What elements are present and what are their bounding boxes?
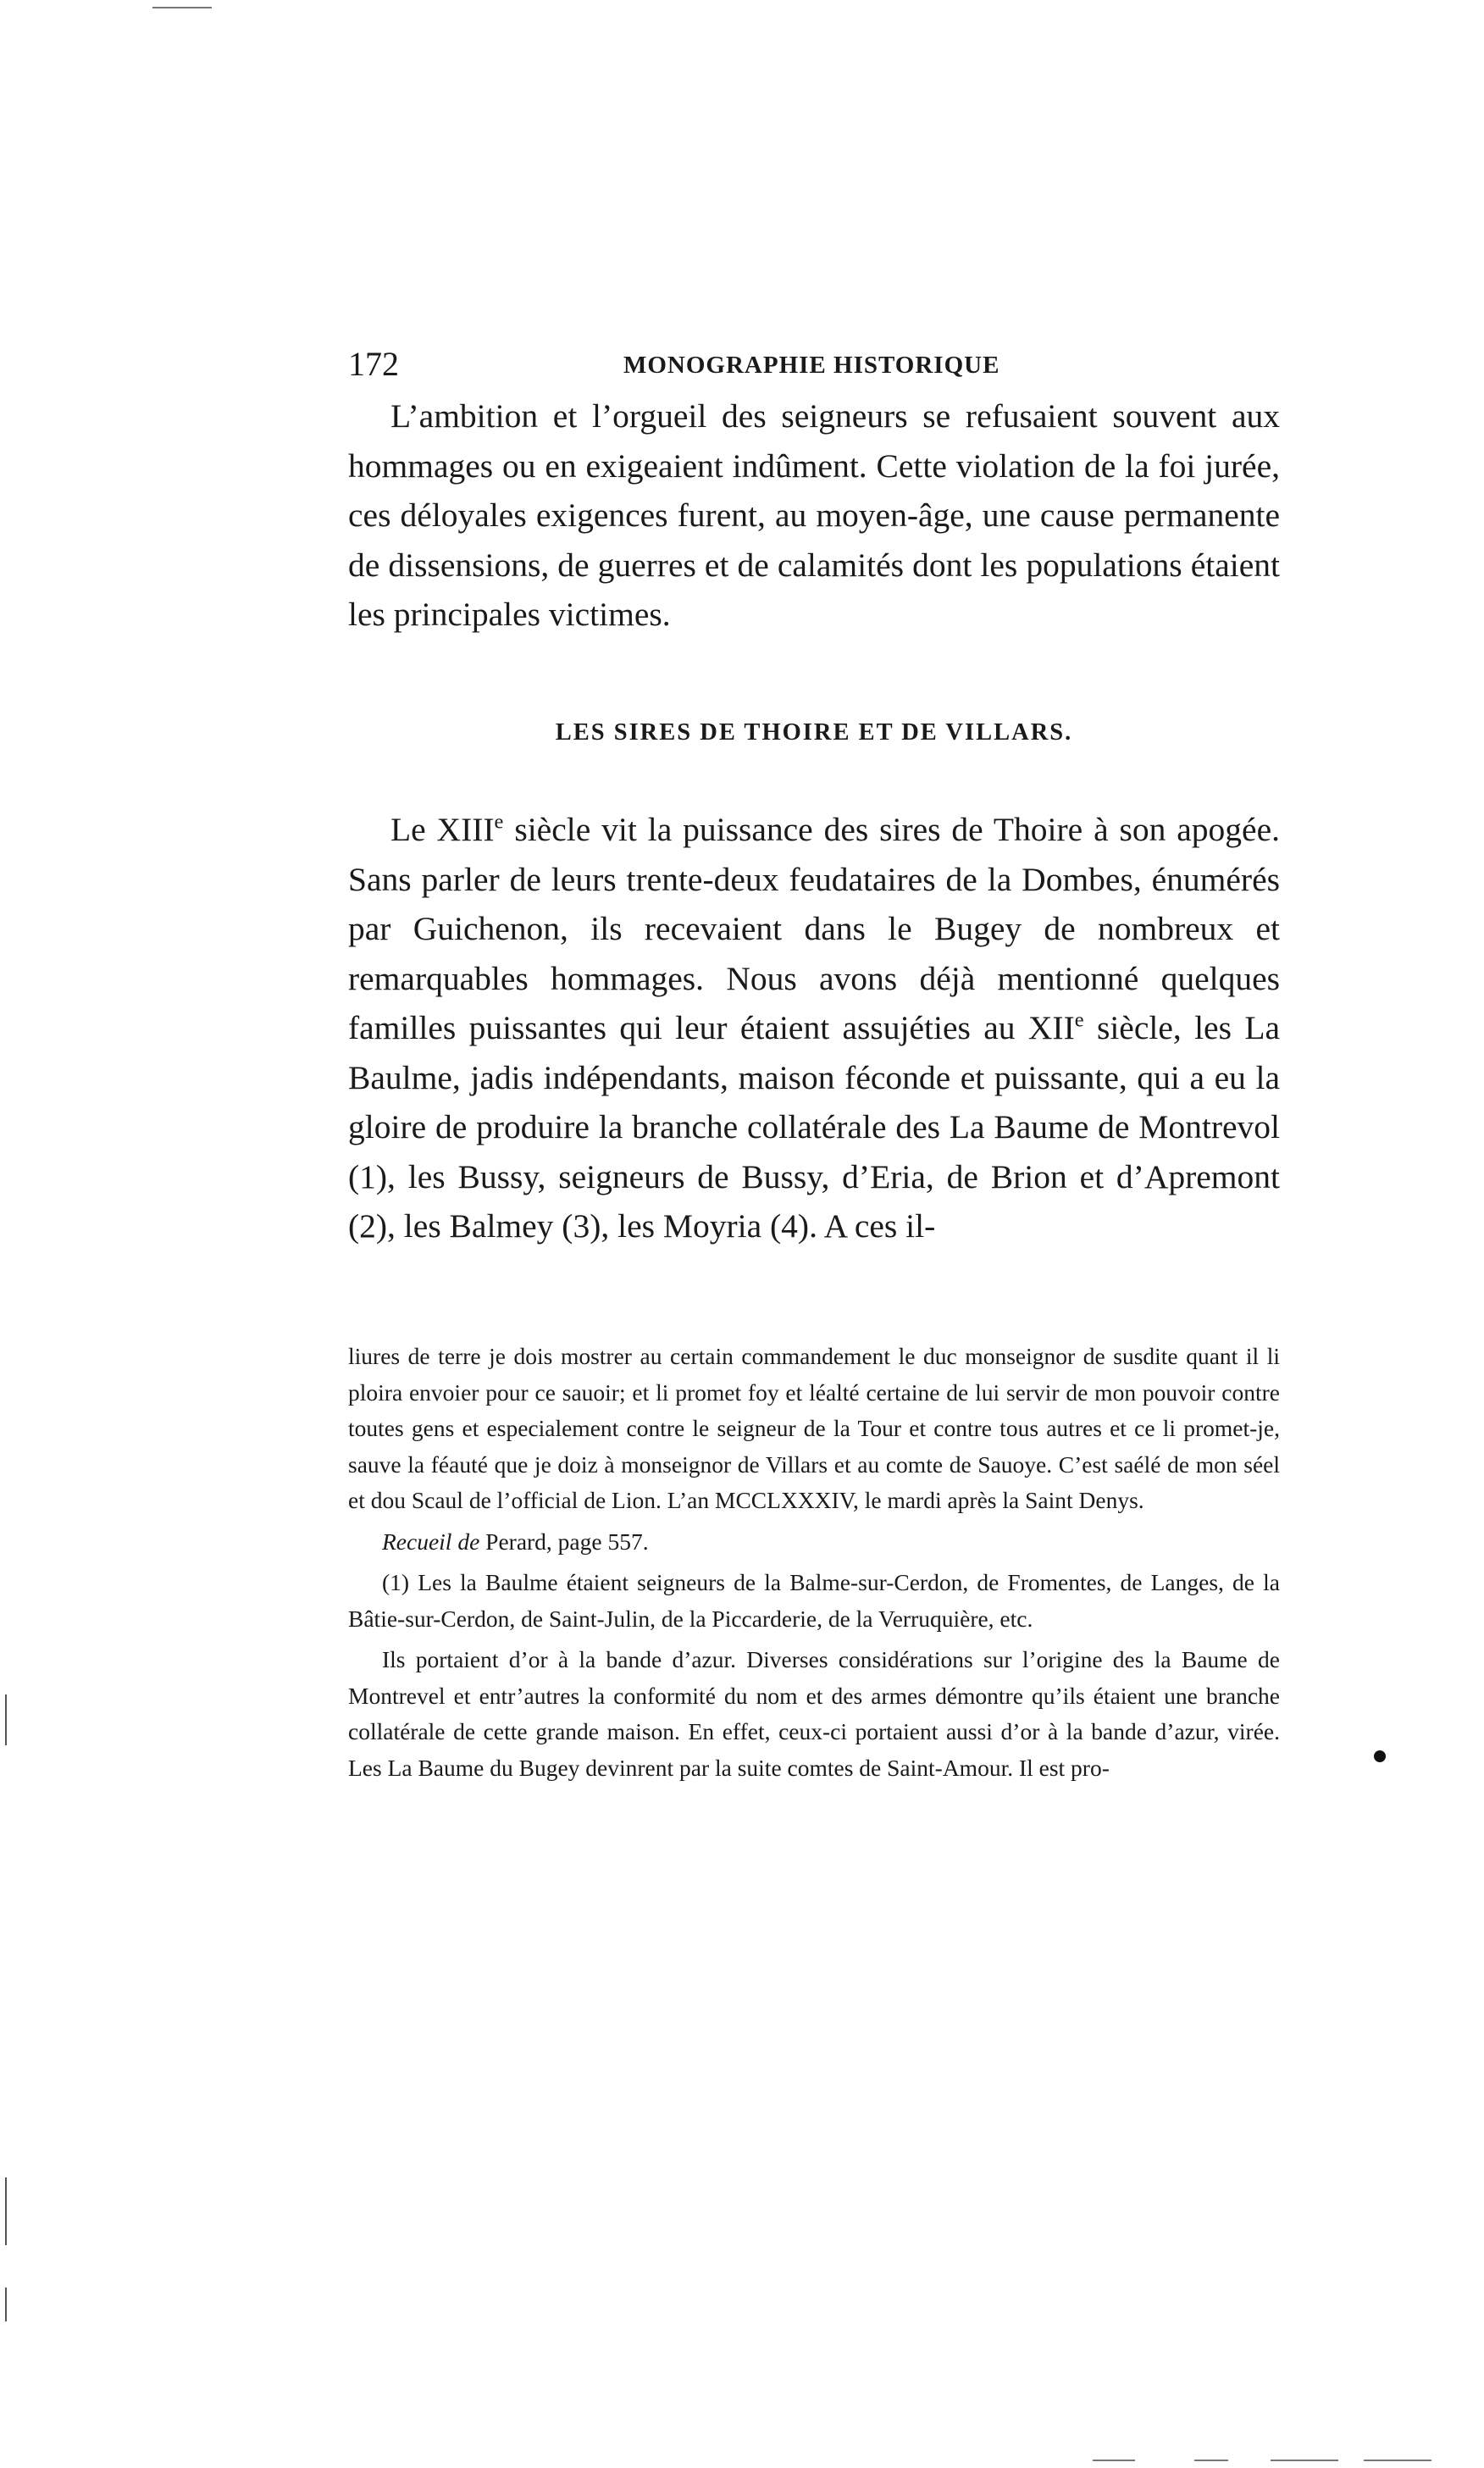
century-superscript-1: e [494, 810, 504, 834]
paragraph-1: L’ambition et l’orgueil des seigneurs se refusaient souvent aux hommages ou en exigeaient indûment. Cette violation de la foi jurée, ces déloyales exigences furent, au moyen-âge, une cause permanente de dissensions, de guerres et de calamités dont les populations étaient les principales victimes. [348, 397, 1280, 633]
footnote-source-text: Perard, page 557. [479, 1528, 649, 1555]
footnote-continuation: liures de terre je dois mostrer au certain commandement le duc monseignor de susdite quant il li ploira envoier pour ce sauoir; et li promet foy et léalté certaine de lui servir de mon pouvoir contre toutes gens et especialement contre le seigneur de la Tour et contre tous autres et ce li promet-je, sauve la féauté que je doiz à monseignor de Villars et au comte de Sauoye. C’est saélé de mon séel et dou Scaul de l’official de Lion. L’an MCCLXXXIV, le mardi après la Saint Denys. [348, 1343, 1280, 1513]
footnote-source-italic: Recueil de [382, 1528, 480, 1555]
scan-edge-mark [5, 2288, 7, 2321]
paragraph-2-text-2: siècle vit la puissance des sires de Thoire à son apogée. Sans parler de leurs trente-deux feudataires de la Dombes, énumérés par Guichenon, ils recevaient dans le Bugey de nombreux et remarquables hommages. Nous avons déjà mentionné quelques familles puissantes qui leur étaient assujéties au XII [348, 811, 1280, 1046]
scan-edge-mark [1364, 2460, 1431, 2461]
paragraph-2 [348, 805, 1280, 1251]
scan-edge-mark [152, 7, 212, 8]
footnotes [348, 1339, 1280, 1786]
section-heading: LES SIRES DE THOIRE ET DE VILLARS. [555, 719, 1073, 746]
footnote-1: (1) Les la Baulme étaient seigneurs de la Balme-sur-Cerdon, de Fromentes, de Langes, de la Bâtie-sur-Cerdon, de Saint-Julin, de la Piccarderie, de la Verruquière, etc. [348, 1569, 1280, 1632]
scan-edge-mark [1194, 2460, 1228, 2461]
scan-edge-mark [1271, 2460, 1338, 2461]
page-header [348, 339, 1280, 390]
running-title: MONOGRAPHIE HISTORIQUE [623, 352, 1000, 379]
scan-edge-mark [5, 1694, 7, 1745]
paragraph-2-text-3: siècle, les La Baulme, jadis indépendants, maison féconde et puissante, qui a eu la gloire de produire la branche collatérale des La Baume de Montrevol (1), les Bussy, seigneurs de Bussy, d’Eria, de Brion et d’Apremont (2), les Balmey (3), les Moyria (4). A ces il- [348, 1009, 1280, 1245]
footnote-1-continued: Ils portaient d’or à la bande d’azur. Diverses considérations sur l’origine des la Baume de Montrevel et entr’autres la conformité du nom et des armes démontre qu’ils étaient une branche collatérale de cette grande maison. En effet, ceux-ci portaient aussi d’or à la bande d’azur, virée. Les La Baume du Bugey devinrent par la suite comtes de Saint-Amour. Il est pro- [348, 1646, 1280, 1781]
century-superscript-2: e [1074, 1008, 1084, 1032]
page-number: 172 [348, 345, 399, 383]
paragraph-2-text-1: Le XIII [390, 811, 495, 848]
scan-edge-mark [5, 2177, 7, 2245]
footnote-source [348, 1524, 1280, 1561]
ink-dot [1374, 1750, 1386, 1762]
scan-edge-mark [1093, 2460, 1135, 2461]
